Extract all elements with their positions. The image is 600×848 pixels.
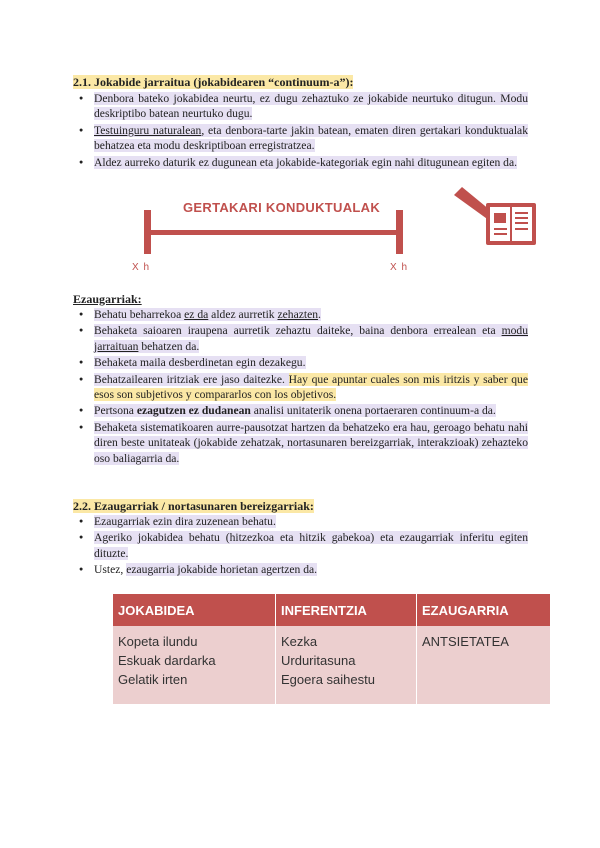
- cell-line: Kopeta ilundu: [118, 634, 198, 649]
- list-item: ● Behaketa saioaren iraupena aurretik zehaztu daiteke, baina denbora errealean eta modu jarraituan behatzen da.: [73, 323, 528, 354]
- list-item: ● Aldez aurreko daturik ez dugunean eta jokabide-kategoriak egin nahi ditugunean egiten da.: [73, 155, 528, 170]
- list-item: ● Testuinguru naturalean, eta denbora-tarte jakin batean, ematen diren gertakari konduktualak behatzea eta modu deskriptiboan erregistratzea.: [73, 123, 528, 154]
- timeline-end-marker: [396, 210, 403, 254]
- cell-line: Eskuak dardarka: [118, 653, 216, 668]
- table-cell-inferentzia: [276, 626, 417, 704]
- list-item: ● Behatu beharrekoa ez da aldez aurretik zehazten.: [73, 307, 528, 322]
- table-cell-ezaugarria: [417, 626, 551, 704]
- timeline-end-label: X h: [390, 262, 409, 273]
- table-header-jokabidea: JOKABIDEA: [113, 594, 276, 626]
- timeline-diagram: [128, 196, 418, 276]
- section2-bullet-list: [73, 307, 528, 467]
- list-item: ● Behatzailearen iritziak ere jaso daitezke. Hay que apuntar cuales son mis iritzis y saber que esos son subjetivos y compararlos con los objetivos.: [73, 372, 528, 403]
- table-row: [113, 626, 551, 704]
- list-item: ● Behaketa maila desberdinetan egin dezakegu.: [73, 355, 528, 370]
- list-item: ● Ezaugarriak ezin dira zuzenean behatu.: [73, 514, 528, 529]
- list-item: ● Ageriko jokabidea behatu (hitzezkoa eta hitzik gabekoa) eta ezaugarriak inferitu egiten dituzte.: [73, 530, 528, 561]
- table-header-inferentzia: INFERENTZIA: [276, 594, 417, 626]
- section-heading-nortasunaren-bereizgarriak: 2.2. Ezaugarriak / nortasunaren bereizgarriak:: [73, 499, 314, 513]
- table-cell-jokabidea: [113, 626, 276, 704]
- table-header-ezaugarria: EZAUGARRIA: [417, 594, 551, 626]
- timeline-bar: [146, 230, 402, 235]
- table-header-row: [113, 594, 551, 626]
- cell-line: Egoera saihestu: [281, 672, 375, 687]
- section-heading-ezaugarriak: Ezaugarriak:: [73, 292, 142, 306]
- section1-bullet-list: [73, 91, 528, 171]
- timeline-start-label: X h: [132, 262, 151, 273]
- notebook-pencil-icon: [450, 183, 540, 253]
- section-heading-jokabide-jarraitua: 2.1. Jokabide jarraitua (jokabidearen “continuum-a”):: [73, 75, 354, 89]
- cell-line: Urduritasuna: [281, 653, 356, 668]
- list-item: ● Denbora bateko jokabidea neurtu, ez dugu zehaztuko ze jokabide neurtuko ditugun. Modu deskriptibo batean neurtuko dugu.: [73, 91, 528, 122]
- cell-line: ANTSIETATEA: [422, 634, 509, 649]
- list-item: ● Behaketa sistematikoaren aurre-pausotzat hartzen da behatzeko era hau, geroago behatu nahi diren beste unitateak (jokabide zehatzak, nortasunaren bereizgarriak, interakzioak) zehazteko oso baliagarria da.: [73, 420, 528, 466]
- list-item: ● Pertsona ezagutzen ez dudanean analisi unitaterik onena portaeraren continuum-a da.: [73, 403, 528, 418]
- section3-bullet-list: [73, 514, 528, 579]
- cell-line: Gelatik irten: [118, 672, 188, 687]
- list-item: ● Ustez, ezaugarria jokabide horietan agertzen da.: [73, 562, 528, 577]
- timeline-title: GERTAKARI KONDUKTUALAK: [183, 200, 381, 215]
- cell-line: Kezka: [281, 634, 318, 649]
- behavior-inference-table: [113, 594, 551, 704]
